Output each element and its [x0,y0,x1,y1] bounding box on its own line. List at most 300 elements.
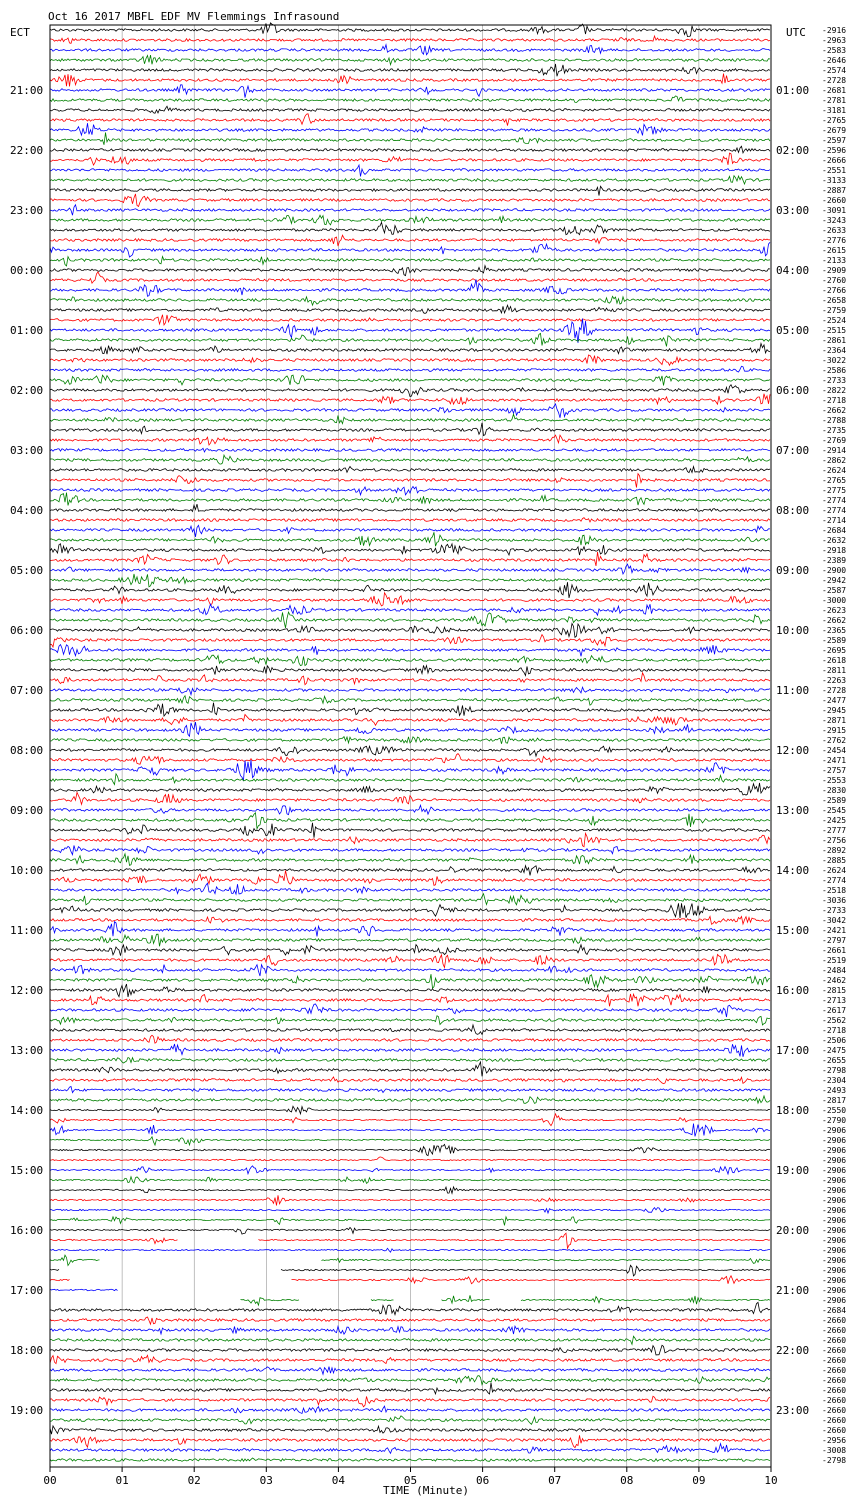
trace-value-label: -2462 [822,976,847,985]
right-hour-label: 20:00 [776,1224,810,1237]
trace-line [50,673,770,685]
trace-value-label: -2660 [822,1376,847,1385]
left-hour-label: 15:00 [10,1164,44,1177]
trace-value-label: -2660 [822,1336,847,1345]
trace-value-label: -2906 [822,1166,847,1175]
trace-line [50,123,770,135]
trace-value-label: -2662 [822,406,847,415]
trace-value-label: -2956 [822,1436,847,1445]
right-hour-label: 01:00 [776,84,810,97]
trace-value-label: -2524 [822,316,847,325]
trace-value-label: -2914 [822,446,847,455]
trace-line [50,333,770,346]
trace-value-label: -2263 [822,676,847,685]
left-hour-label: 03:00 [10,444,44,457]
trace-line [50,582,770,598]
trace-value-label: -2776 [822,236,847,245]
trace-value-label: -2811 [822,666,847,675]
left-hour-label: 07:00 [10,684,44,697]
right-hour-label: 08:00 [776,504,810,517]
trace-line [50,1035,770,1043]
trace-value-label: -2661 [822,946,847,955]
trace-line [50,1144,770,1155]
trace-value-label: -2364 [822,346,847,355]
trace-value-label: -2733 [822,906,847,915]
trace-line [50,176,770,184]
trace-line [50,635,770,647]
trace-value-label: -2484 [822,966,847,975]
trace-value-label: -2632 [822,536,847,545]
trace-value-label: -2586 [822,366,847,375]
trace-line [50,1233,770,1248]
trace-value-label: -2660 [822,1386,847,1395]
trace-value-label: -2597 [822,136,847,145]
trace-line [50,165,770,176]
trace-line [50,665,770,675]
trace-line [50,624,770,638]
trace-value-label: -2906 [822,1246,847,1255]
left-hour-label: 19:00 [10,1404,44,1417]
trace-value-label: -2660 [822,1396,847,1405]
trace-value-label: -2618 [822,656,847,665]
trace-line [50,703,770,716]
right-hour-label: 16:00 [776,984,810,997]
trace-line [50,965,770,976]
left-hour-label: 09:00 [10,804,44,817]
right-hour-label: 21:00 [776,1284,810,1297]
trace-line [50,1058,770,1064]
trace-line [50,760,770,780]
trace-line [50,133,770,145]
trace-line [50,222,770,234]
trace-value-label: -2822 [822,386,847,395]
trace-line [50,504,770,511]
trace-line [50,1345,770,1355]
trace-line [50,1114,770,1126]
trace-line [50,1248,770,1252]
trace-line [50,916,770,924]
trace-value-label: -2900 [822,566,847,575]
trace-value-label: -2815 [822,986,847,995]
trace-value-label: -2624 [822,866,847,875]
trace-value-label: -2587 [822,586,847,595]
trace-value-label: -2583 [822,46,847,55]
trace-line [50,74,770,87]
trace-line [50,593,770,606]
right-hour-label: 22:00 [776,1344,810,1357]
trace-line [50,1383,770,1394]
trace-value-label: -2887 [822,186,847,195]
right-hour-label: 23:00 [776,1404,810,1417]
trace-value-label: -2633 [822,226,847,235]
trace-line [50,525,770,537]
trace-line [50,487,770,495]
trace-value-label: -2728 [822,686,847,695]
trace-value-label: -3042 [822,916,847,925]
right-hour-label: 10:00 [776,624,810,637]
trace-line [50,854,770,866]
left-hour-label: 22:00 [10,144,44,157]
trace-line [50,467,770,473]
x-tick-label: 07 [548,1474,562,1487]
trace-value-label: -2906 [822,1236,847,1245]
trace-value-label: -2718 [822,396,847,405]
trace-line [50,934,770,946]
left-hour-label: 12:00 [10,984,44,997]
trace-line [50,1004,770,1017]
trace-value-label: -2797 [822,936,847,945]
x-axis-label: TIME (Minute) [382,1484,470,1497]
right-hour-label: 17:00 [776,1044,810,1057]
trace-line [50,945,770,956]
trace-line [50,532,770,546]
trace-line [50,279,770,296]
right-hour-label: 04:00 [776,264,810,277]
trace-line [50,518,770,522]
left-hour-label: 10:00 [10,864,44,877]
trace-value-label: -2892 [822,846,847,855]
left-hour-label: 02:00 [10,384,44,397]
trace-value-label: -2733 [822,376,847,385]
trace-line [50,1367,770,1375]
trace-line [50,1044,770,1057]
trace-line [50,994,770,1006]
left-hour-label: 14:00 [10,1104,44,1117]
trace-line [50,655,770,665]
trace-line [50,1276,770,1284]
trace-line [50,1458,770,1461]
trace-value-label: -2817 [822,1096,847,1105]
trace-value-labels [822,26,846,1465]
trace-line [50,1187,770,1193]
x-tick-label: 10 [764,1474,778,1487]
trace-value-label: -2906 [822,1256,847,1265]
trace-line [50,783,770,795]
trace-line [50,687,770,694]
trace-value-label: -2861 [822,336,847,345]
trace-line [50,604,770,615]
trace-line [50,883,770,894]
trace-line [50,375,770,385]
right-hour-label: 09:00 [776,564,810,577]
trace-line [50,305,770,313]
right-hour-label: 06:00 [776,384,810,397]
trace-line [50,114,770,126]
trace-value-label: -2871 [822,716,847,725]
trace-value-label: -2624 [822,466,847,475]
trace-value-label: -2421 [822,926,847,935]
trace-value-label: -2906 [822,1156,847,1165]
trace-value-label: -2695 [822,646,847,655]
x-tick-label: 03 [259,1474,273,1487]
trace-value-label: -2617 [822,1006,847,1015]
trace-value-label: -2790 [822,1116,847,1125]
trace-line [50,1426,770,1434]
trace-line [50,574,770,587]
trace-value-label: -2906 [822,1276,847,1285]
left-hour-label: 06:00 [10,624,44,637]
trace-line [50,414,770,423]
trace-line [50,55,770,65]
trace-value-label: -2714 [822,516,847,525]
trace-line [50,1217,770,1226]
trace-value-label: -3000 [822,596,847,605]
trace-value-label: -2774 [822,496,847,505]
trace-value-label: -2660 [822,1406,847,1415]
trace-value-label: -2684 [822,1306,847,1315]
trace-value-label: -2454 [822,746,847,755]
left-hour-labels [10,84,43,1417]
trace-value-label: -2660 [822,1356,847,1365]
trace-line [50,1195,770,1205]
trace-line [50,846,770,855]
trace-value-label: -2862 [822,456,847,465]
trace-value-label: -2781 [822,96,847,105]
trace-line [50,737,770,744]
trace-value-label: -3091 [822,206,847,215]
trace-value-label: -2735 [822,426,847,435]
trace-value-label: -2906 [822,1136,847,1145]
trace-value-label: -2769 [822,436,847,445]
trace-value-label: -2798 [822,1066,847,1075]
trace-line [50,544,770,555]
trace-line [50,715,770,726]
x-tick-label: 04 [331,1474,346,1487]
trace-line [50,866,770,876]
trace-value-label: -2915 [822,726,847,735]
trace-line [50,552,770,566]
trace-line [50,955,770,968]
trace-line [50,474,770,488]
trace-value-label: -2765 [822,476,847,485]
trace-line [50,1317,770,1324]
right-hour-label: 05:00 [776,324,810,337]
trace-line [50,792,770,804]
trace-value-label: -2759 [822,306,847,315]
trace-line [50,194,770,207]
trace-line [50,1289,118,1290]
trace-value-label: -2615 [822,246,847,255]
trace-line [50,1444,770,1454]
trace-value-label: -2762 [822,736,847,745]
left-hour-label: 23:00 [10,204,44,217]
left-hour-label: 11:00 [10,924,44,937]
trace-line [50,1227,770,1234]
trace-line [50,45,770,55]
trace-line [50,153,770,165]
trace-line [50,1025,770,1034]
trace-line [50,722,770,736]
trace-line [50,296,770,305]
left-hour-label: 08:00 [10,744,44,757]
trace-value-label: -2493 [822,1086,847,1095]
trace-value-label: -2660 [822,196,847,205]
trace-value-label: -2660 [822,1316,847,1325]
trace-line [50,903,770,918]
trace-value-label: -2775 [822,486,847,495]
trace-line [50,1124,770,1137]
trace-value-label: -3243 [822,216,847,225]
trace-value-label: -2963 [822,36,847,45]
left-hour-label: 16:00 [10,1224,44,1237]
left-hour-label: 05:00 [10,564,44,577]
trace-value-label: -2906 [822,1186,847,1195]
trace-value-label: -2623 [822,606,847,615]
trace-value-label: -2574 [822,66,847,75]
x-tick-label: 06 [475,1474,490,1487]
trace-line [50,455,770,464]
trace-value-label: -2518 [822,886,847,895]
trace-line [50,493,770,506]
trace-line [50,186,770,195]
trace-line [50,1087,770,1093]
trace-value-label: -2477 [822,696,847,705]
trace-value-label: -2906 [822,1196,847,1205]
trace-line [50,1096,770,1104]
trace-line [50,423,770,436]
left-hour-label: 18:00 [10,1344,44,1357]
trace-line [50,645,770,657]
chart-title: Oct 16 2017 MBFL EDF MV Flemmings Infrasound [48,10,340,23]
trace-value-label: -2830 [822,786,847,795]
right-hour-label: 07:00 [776,444,810,457]
trace-line [50,1416,770,1425]
trace-line [50,1208,770,1213]
right-hour-label: 02:00 [776,144,810,157]
trace-value-label: -2475 [822,1046,847,1055]
trace-line [50,1255,770,1265]
right-axis-label: UTC [786,26,806,39]
trace-value-label: -2945 [822,706,847,715]
right-hour-label: 19:00 [776,1164,810,1177]
trace-value-label: -2906 [822,1216,847,1225]
trace-line [50,448,770,452]
trace-value-label: -2728 [822,76,847,85]
right-hour-label: 12:00 [776,744,810,757]
traces-group [50,23,770,1461]
trace-value-label: -2777 [822,826,847,835]
trace-line [50,1376,770,1385]
trace-line [50,1137,770,1145]
left-hour-label: 21:00 [10,84,44,97]
trace-value-label: -2550 [822,1106,847,1115]
trace-line [50,974,770,988]
trace-line [50,235,770,246]
trace-line [50,1177,770,1184]
trace-line [50,242,770,257]
trace-line [241,1295,771,1305]
trace-value-label: -2765 [822,116,847,125]
trace-value-label: -2713 [822,996,847,1005]
trace-value-label: -2553 [822,776,847,785]
trace-line [50,1077,770,1084]
trace-value-label: -2906 [822,1206,847,1215]
trace-line [50,355,770,365]
trace-value-label: -3133 [822,176,847,185]
right-hour-label: 15:00 [776,924,810,937]
trace-value-label: -2562 [822,1016,847,1025]
trace-value-label: -2365 [822,626,847,635]
trace-value-label: -2774 [822,876,847,885]
trace-line [50,205,770,215]
trace-value-label: -2660 [822,1416,847,1425]
trace-value-label: -2425 [822,816,847,825]
trace-line [50,1336,770,1344]
trace-line [50,1062,770,1076]
trace-value-label: -2660 [822,1366,847,1375]
trace-value-label: -2906 [822,1126,847,1135]
trace-value-label: -2660 [822,1346,847,1355]
trace-value-label: -2760 [822,276,847,285]
right-hour-labels [776,84,809,1417]
trace-line [50,146,770,153]
trace-line [50,385,770,397]
trace-line [50,96,770,103]
x-tick-label: 09 [692,1474,706,1487]
trace-line [50,871,770,886]
trace-value-label: -2304 [822,1076,847,1085]
trace-value-label: -2681 [822,86,847,95]
trace-line [50,984,770,997]
trace-line [50,1326,770,1334]
trace-value-label: -2906 [822,1266,847,1275]
trace-value-label: -2916 [822,26,847,35]
trace-line [50,85,770,98]
trace-line [50,272,770,283]
trace-line [50,215,770,225]
left-hour-label: 00:00 [10,264,44,277]
right-hour-label: 13:00 [776,804,810,817]
trace-value-label: -3008 [822,1446,847,1455]
trace-value-label: -2589 [822,636,847,645]
trace-value-label: -2906 [822,1296,847,1305]
left-hour-label: 17:00 [10,1284,44,1297]
x-tick-label: 01 [115,1474,129,1487]
trace-value-label: -2666 [822,156,847,165]
trace-line [50,1166,770,1174]
trace-line [50,894,770,905]
trace-value-label: -2798 [822,1456,847,1465]
trace-line [50,564,770,574]
trace-value-label: -2660 [822,1326,847,1335]
trace-value-label: -2551 [822,166,847,175]
trace-value-label: -2906 [822,1286,847,1295]
trace-value-label: -2519 [822,956,847,965]
right-hour-label: 11:00 [776,684,810,697]
trace-line [50,1265,770,1276]
trace-line [50,344,770,355]
trace-value-label: -2389 [822,556,847,565]
trace-value-label: -2658 [822,296,847,305]
trace-value-label: -2885 [822,856,847,865]
trace-line [50,106,770,113]
trace-value-label: -3022 [822,356,847,365]
trace-line [50,257,770,267]
trace-line [50,435,770,445]
trace-value-label: -2506 [822,1036,847,1045]
x-tick-label: 08 [620,1474,634,1487]
trace-value-label: -2774 [822,506,847,515]
trace-value-label: -2906 [822,1176,847,1185]
trace-line [50,1016,770,1025]
trace-value-label: -2909 [822,266,847,275]
trace-line [50,833,770,846]
x-tick-label: 05 [403,1474,418,1487]
left-hour-label: 04:00 [10,504,44,517]
trace-value-label: -2596 [822,146,847,155]
trace-value-label: -3181 [822,106,847,115]
trace-value-label: -2133 [822,256,847,265]
